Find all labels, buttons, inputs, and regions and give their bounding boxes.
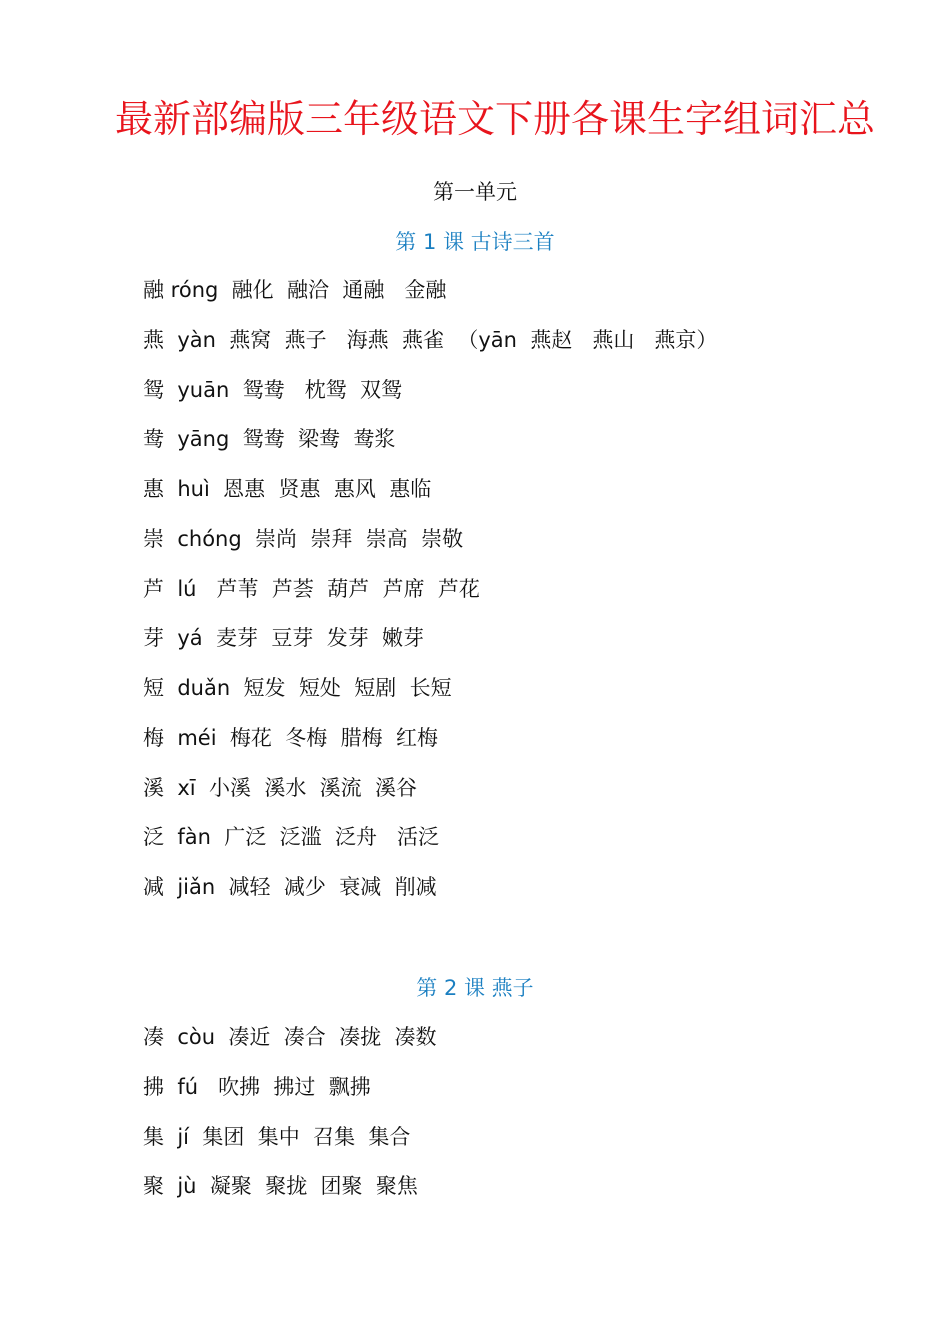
lesson-2-heading: 第 2 课 燕子 <box>416 976 534 1000</box>
word-entry: 鸳 yuān 鸳鸯 枕鸳 双鸳 <box>143 377 402 402</box>
word-entry: 拂 fú 吹拂 拂过 飘拂 <box>143 1074 371 1099</box>
lesson-1-word-list <box>143 274 717 921</box>
word-entry: 减 jiǎn 减轻 减少 衰减 削减 <box>143 875 437 899</box>
word-entry: 鸯 yāng 鸳鸯 梁鸯 鸯浆 <box>143 427 396 452</box>
word-entry: 芦 lú 芦苇 芦荟 葫芦 芦席 芦花 <box>143 576 480 601</box>
word-entry: 聚 jù 凝聚 聚拢 团聚 聚焦 <box>143 1174 418 1199</box>
unit-heading: 第一单元 <box>433 180 517 204</box>
word-entry: 崇 chóng 崇尚 崇拜 崇高 崇敬 <box>143 526 464 551</box>
word-entry: 泛 fàn 广泛 泛滥 泛舟 活泛 <box>143 825 439 850</box>
word-entry: 凑 còu 凑近 凑合 凑拢 凑数 <box>143 1025 437 1049</box>
word-entry: 芽 yá 麦芽 豆芽 发芽 嫩芽 <box>143 626 425 651</box>
word-entry: 燕 yàn 燕窝 燕子 海燕 燕雀 （yān 燕赵 燕山 燕京） <box>143 327 718 352</box>
word-entry: 溪 xī 小溪 溪水 溪流 溪谷 <box>143 775 418 800</box>
word-entry: 集 jí 集团 集中 召集 集合 <box>143 1124 411 1149</box>
word-entry: 短 duǎn 短发 短处 短剧 长短 <box>143 676 452 700</box>
lesson-1-heading: 第 1 课 古诗三首 <box>395 230 555 254</box>
word-entry: 梅 méi 梅花 冬梅 腊梅 红梅 <box>143 725 438 750</box>
document-title: 最新部编版三年级语文下册各课生字组词汇总 <box>114 97 875 141</box>
word-entry: 惠 huì 恩惠 贤惠 惠风 惠临 <box>143 477 432 501</box>
lesson-2-word-list <box>143 1021 436 1220</box>
word-entry: 融 róng 融化 融洽 通融 金融 <box>143 278 447 302</box>
